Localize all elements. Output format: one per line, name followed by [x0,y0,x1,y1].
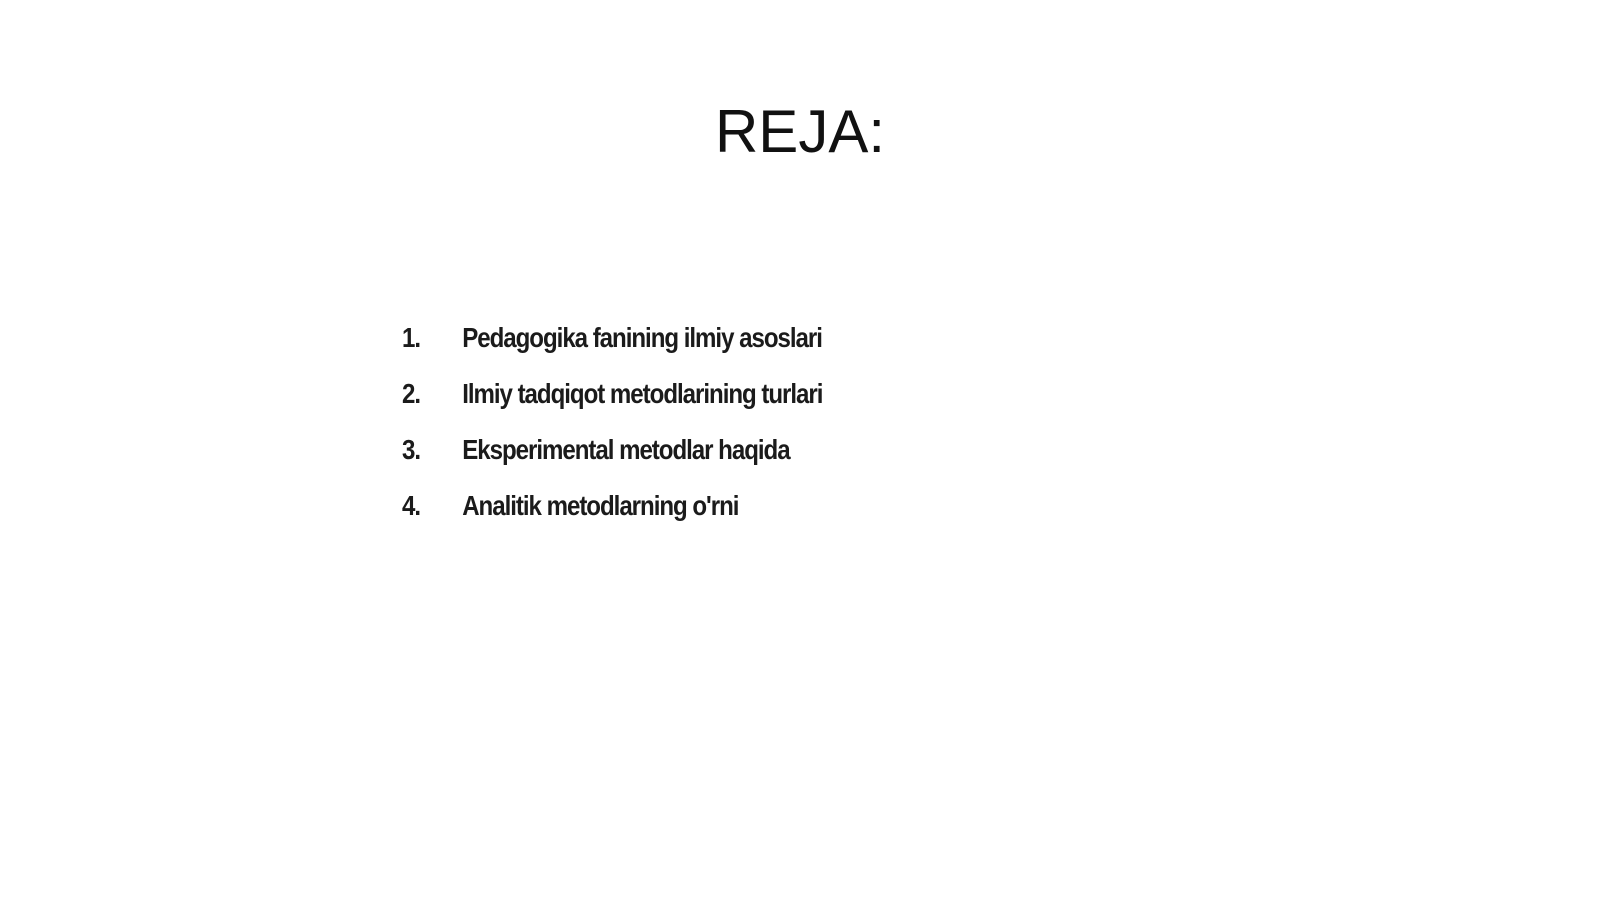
plan-item [402,434,822,490]
plan-list [402,322,891,546]
plan-item-text: Ilmiy tadqiqot metodlarining turlari [462,378,823,409]
plan-item-number: 3. [402,434,421,465]
plan-item-number: 1. [402,322,421,353]
plan-item-number: 2. [402,378,421,409]
plan-item-text: Pedagogika fanining ilmiy asoslari [462,322,822,353]
plan-item-text: Eksperimental metodlar haqida [462,434,790,465]
plan-item [402,322,822,378]
plan-item [402,378,822,434]
slide-title: REJA: [714,98,886,165]
plan-item [402,490,822,546]
plan-item-text: Analitik metodlarning o'rni [462,490,739,521]
plan-item-number: 4. [402,490,421,521]
